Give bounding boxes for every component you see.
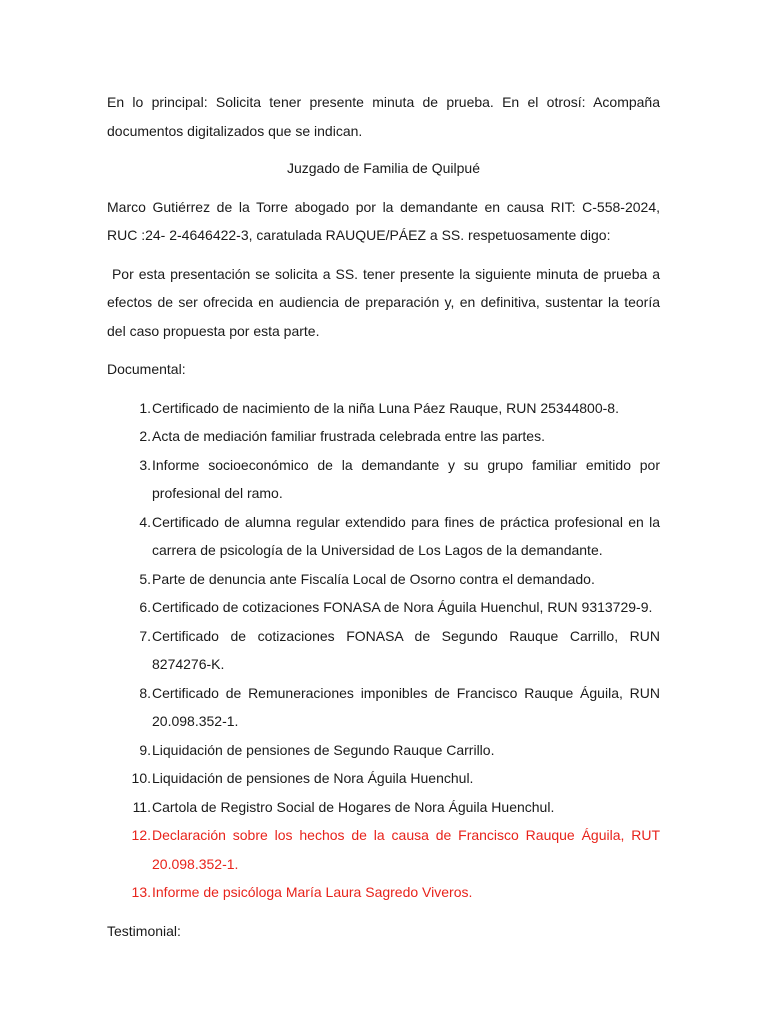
documental-list [107,394,660,907]
list-item-highlighted [107,878,660,907]
list-item-text: Liquidación de pensiones de Nora Águila Huenchul. [152,770,474,786]
court-name: Juzgado de Familia de Quilpué [286,160,480,176]
list-item-number: 9. [139,741,151,758]
list-item [107,451,660,508]
list-item-number: 13. [131,884,151,900]
list-item-text: Certificado de Remuneraciones imponibles de Francisco Rauque Águila, RUN 20.098.352-1. [152,684,660,729]
list-item-number: 1. [139,399,151,416]
list-item-number: 6. [139,599,151,615]
list-item-text: Cartola de Registro Social de Hogares de Nora Águila Huenchul. [152,798,555,815]
body-paragraph: Por esta presentación se solicita a SS. tener presente la siguiente minuta de prueba a efectos de ser ofrecida en audiencia de preparación y, en definitiva, sustentar la teoría del caso propuesta por esta parte. [107,265,664,339]
list-item-number: 7. [139,627,151,644]
list-item-text: Certificado de cotizaciones FONASA de Segundo Rauque Carrillo, RUN 8274276-K. [152,627,660,672]
list-item-text: Certificado de cotizaciones FONASA de Nora Águila Huenchul, RUN 9313729-9. [152,599,653,615]
sumilla: En lo principal: Solicita tener presente minuta de prueba. En el otrosí: Acompaña documentos digitalizados que se indican. [107,94,660,139]
list-item-text: Liquidación de pensiones de Segundo Rauque Carrillo. [152,741,495,758]
list-item [107,764,660,793]
list-item-text: Certificado de nacimiento de la niña Luna Páez Rauque, RUN 25344800-8. [152,399,619,416]
list-item [107,394,660,423]
list-item-text: Declaración sobre los hechos de la causa de Francisco Rauque Águila, RUT 20.098.352-1. [152,827,660,872]
list-item-number: 8. [139,684,151,701]
testimonial-heading: Testimonial: [107,922,181,939]
list-item [107,565,660,594]
list-item-number: 3. [139,456,151,473]
list-item-text: Informe de psicóloga María Laura Sagredo Viveros. [152,884,473,900]
list-item [107,622,660,679]
list-item-number: 5. [139,570,151,587]
list-item-number: 12. [131,827,151,843]
list-item [107,508,660,565]
list-item-number: 4. [139,513,151,530]
intro-paragraph: Marco Gutiérrez de la Torre abogado por la demandante en causa RIT: C-558-2024, RUC :24- 2-4646422-3, caratulada RAUQUE/PÁEZ a SS. respetuosamente digo: [107,198,660,243]
list-item [107,736,660,765]
list-item [107,793,660,822]
list-item-text: Parte de denuncia ante Fiscalía Local de Osorno contra el demandado. [152,570,595,587]
list-item-number: 10. [131,770,151,786]
list-item [107,679,660,736]
document-body [107,88,664,945]
list-item-highlighted [107,821,660,878]
list-item [107,422,660,451]
list-item-number: 2. [139,428,151,444]
list-item-text: Informe socioeconómico de la demandante y su grupo familiar emitido por profesional del ramo. [152,456,660,501]
list-item-number: 11. [132,798,151,815]
list-item [107,593,660,622]
list-item-text: Acta de mediación familiar frustrada celebrada entre las partes. [152,428,545,444]
documental-heading: Documental: [107,361,186,377]
list-item-text: Certificado de alumna regular extendido para fines de práctica profesional en la carrera de psicología de la Universidad de Los Lagos de la demandante. [152,513,660,558]
